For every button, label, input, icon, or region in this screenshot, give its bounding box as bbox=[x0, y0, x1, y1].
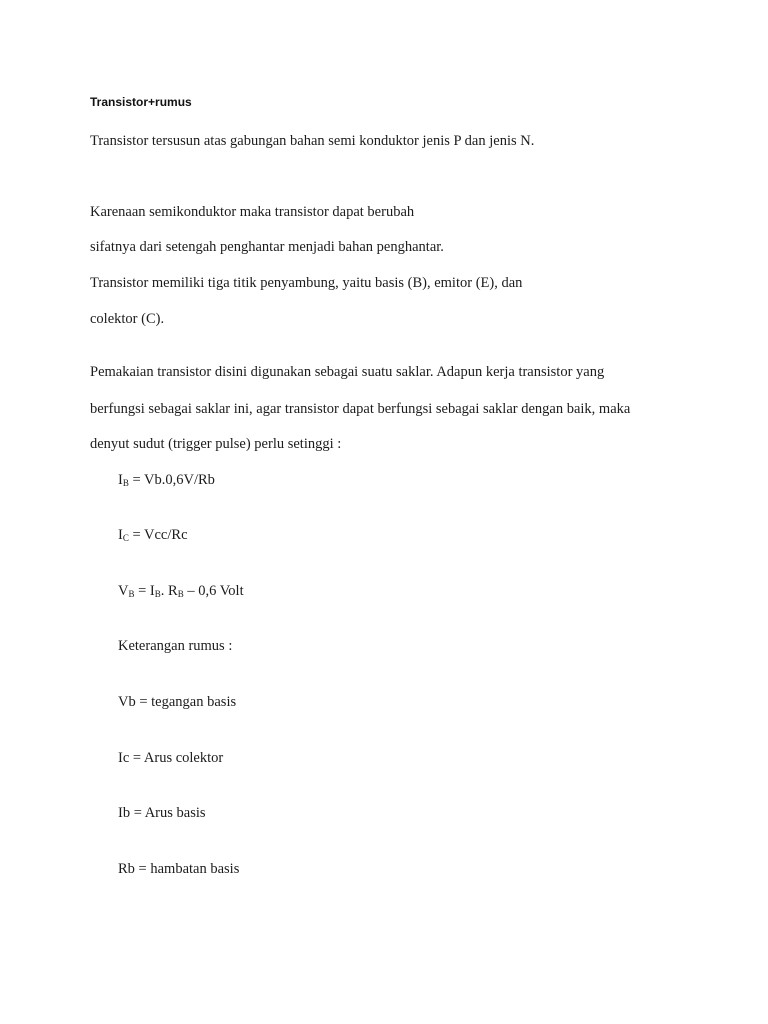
legend-item: Vb = tegangan basis bbox=[118, 694, 237, 710]
formula-ic bbox=[118, 526, 188, 547]
formula-subscript: B bbox=[177, 589, 184, 599]
legend-title: Keterangan rumus : bbox=[118, 638, 233, 654]
paragraph-line: Transistor tersusun atas gabungan bahan semi konduktor jenis P dan jenis N. bbox=[90, 133, 535, 149]
legend-item: Ib = Arus basis bbox=[118, 805, 206, 821]
paragraph-line: sifatnya dari setengah penghantar menjadi bahan penghantar. bbox=[90, 239, 444, 255]
legend-item: Rb = hambatan basis bbox=[118, 861, 240, 877]
formula-symbol: V bbox=[118, 583, 129, 599]
formula-subscript: B bbox=[128, 589, 135, 599]
formula-expression: = Vcc/Rc bbox=[128, 527, 188, 543]
paragraph-line: berfungsi sebagai saklar ini, agar transistor dapat berfungsi sebagai saklar dengan baik, maka bbox=[90, 401, 631, 417]
formula-vb bbox=[118, 582, 244, 603]
formula-subscript: B bbox=[154, 589, 161, 599]
document-title: Transistor+rumus bbox=[90, 95, 192, 109]
formula-symbol: I bbox=[118, 472, 123, 488]
paragraph-line: Karenaan semikonduktor maka transistor dapat berubah bbox=[90, 204, 415, 220]
legend-item: Ic = Arus colektor bbox=[118, 750, 224, 766]
paragraph-line: Transistor memiliki tiga titik penyambung, yaitu basis (B), emitor (E), dan bbox=[90, 275, 523, 291]
formula-ib bbox=[118, 471, 215, 492]
formula-subscript: C bbox=[122, 533, 129, 543]
formula-symbol: I bbox=[118, 527, 123, 543]
formula-expression: . R bbox=[160, 583, 178, 599]
formula-expression: = Vb.0,6V/Rb bbox=[128, 472, 215, 488]
formula-subscript: B bbox=[122, 478, 129, 488]
paragraph-line: Pemakaian transistor disini digunakan sebagai suatu saklar. Adapun kerja transistor yang bbox=[90, 364, 605, 380]
formula-expression: = I bbox=[134, 583, 155, 599]
paragraph-line: colektor (C). bbox=[90, 311, 165, 327]
paragraph-line: denyut sudut (trigger pulse) perlu setinggi : bbox=[90, 436, 342, 452]
formula-expression: – 0,6 Volt bbox=[183, 583, 244, 599]
